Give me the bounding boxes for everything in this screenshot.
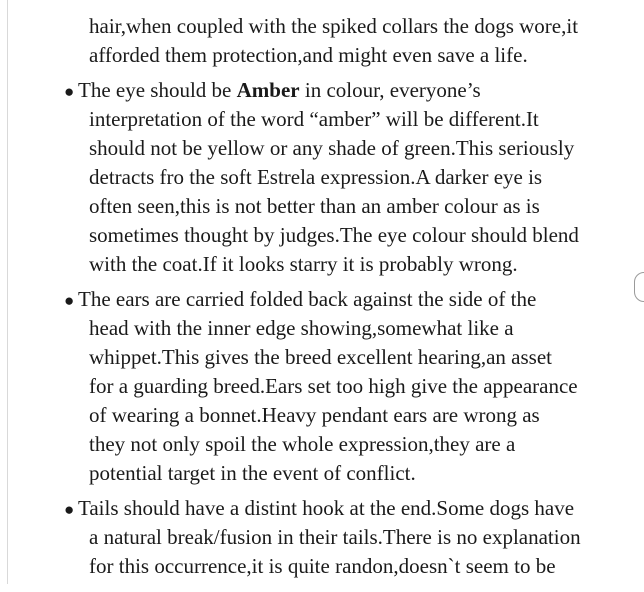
text-line: interpretation of the word “amber” will be different.It [89, 107, 539, 131]
scroll-handle[interactable] [634, 272, 644, 302]
text-line: detracts fro the soft Estrela expression.A darker eye is [89, 165, 543, 189]
bold-word: Amber [236, 78, 300, 102]
text-line: potential target in the event of conflict. [89, 461, 416, 485]
text-line: whippet.This gives the breed excellent hearing,an asset [89, 345, 553, 369]
text-line: of wearing a bonnet.Heavy pendant ears are wrong as [89, 403, 540, 427]
text-line: a natural break/fusion in their tails.There is no explanation [89, 525, 581, 549]
text-line: head with the inner edge showing,somewhat like a [89, 316, 514, 340]
bullet-icon: ● [64, 500, 75, 519]
bullet-item-ears-first-line [64, 285, 536, 315]
text-line: they not only spoil the whole expression,they are a [89, 432, 516, 456]
text-run: Tails should have a distint hook at the end.Some dogs have [78, 496, 575, 520]
text-line: hair,when coupled with the spiked collars the dogs wore,it [89, 14, 579, 38]
text-run: The eye should be [78, 78, 237, 102]
text-line: for a guarding breed.Ears set too high give the appearance [89, 374, 578, 398]
text-line: for this occurrence,it is quite randon,doesn`t seem to be [89, 554, 556, 578]
bullet-item-eye-first-line [64, 76, 481, 106]
text-line: should not be yellow or any shade of green.This seriously [89, 136, 575, 160]
bullet-icon: ● [64, 291, 75, 310]
text-run: The ears are carried folded back against the side of the [78, 287, 537, 311]
page-left-border [7, 0, 8, 584]
bullet-icon: ● [64, 82, 75, 101]
text-line: sometimes thought by judges.The eye colour should blend [89, 223, 579, 247]
text-line: with the coat.If it looks starry it is probably wrong. [89, 252, 518, 276]
bullet-item-tails-first-line [64, 494, 574, 524]
text-line: afforded them protection,and might even save a life. [89, 43, 528, 67]
text-run: in colour, everyone’s [299, 78, 481, 102]
text-line: often seen,this is not better than an amber colour as is [89, 194, 540, 218]
